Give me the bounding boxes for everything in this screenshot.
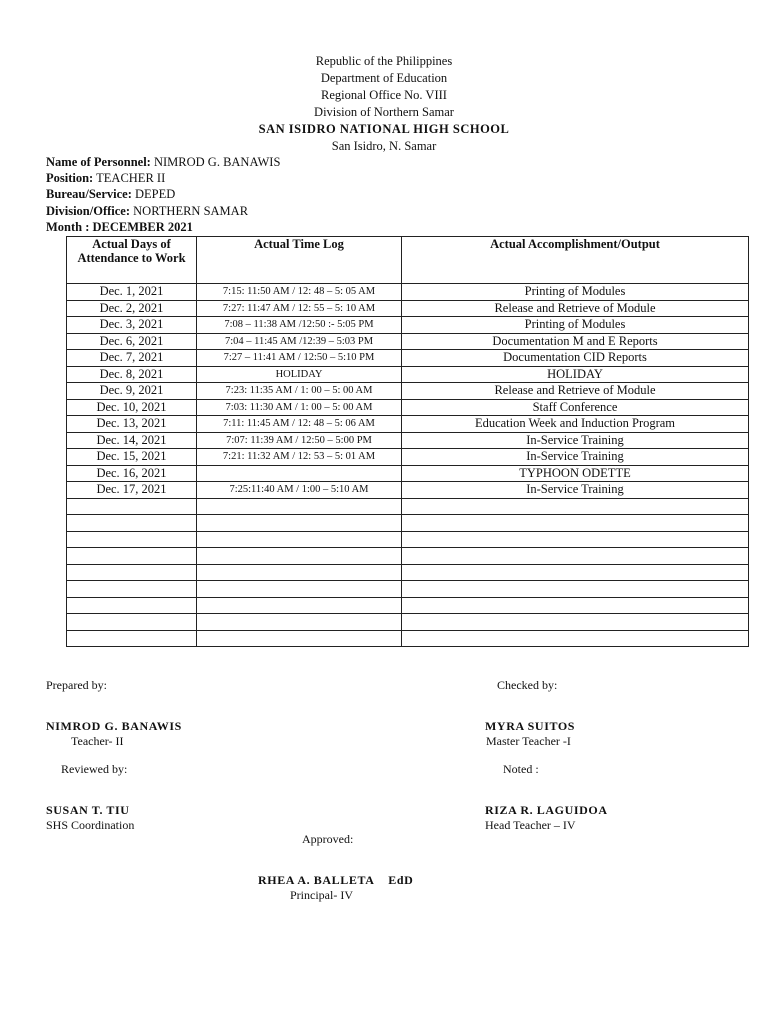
output-cell [402,498,749,515]
table-row [67,482,749,499]
approved-by-title: Principal- IV [290,888,353,902]
time-log-cell [197,465,402,482]
month-value: DECEMBER 2021 [92,220,193,234]
position-label: Position: [46,171,94,185]
output-cell [402,548,749,565]
table-header-row [67,237,749,284]
table-row [67,630,749,647]
reviewed-by-title: SHS Coordination [46,818,135,832]
table-row [67,399,749,416]
time-log-cell: 7:08 – 11:38 AM /12:50 :- 5:05 PM [197,317,402,334]
checked-by-label: Checked by: [497,678,558,692]
time-log-cell [197,597,402,614]
position-line [46,170,165,187]
output-cell: Release and Retrieve of Module [402,300,749,317]
table-row [67,449,749,466]
output-cell: Release and Retrieve of Module [402,383,749,400]
time-log-cell: 7:27: 11:47 AM / 12: 55 – 5: 10 AM [197,300,402,317]
output-cell: HOLIDAY [402,366,749,383]
time-log-cell: 7:15: 11:50 AM / 12: 48 – 5: 05 AM [197,284,402,301]
time-log-cell: 7:25:11:40 AM / 1:00 – 5:10 AM [197,482,402,499]
output-cell: Documentation CID Reports [402,350,749,367]
date-cell: Dec. 6, 2021 [67,333,197,350]
output-cell [402,564,749,581]
time-log-cell: 7:04 – 11:45 AM /12:39 – 5:03 PM [197,333,402,350]
date-cell: Dec. 10, 2021 [67,399,197,416]
time-log-cell [197,614,402,631]
table-body [67,284,749,647]
output-cell [402,515,749,532]
table-row [67,284,749,301]
date-cell [67,597,197,614]
time-log-cell [197,515,402,532]
date-cell: Dec. 2, 2021 [67,300,197,317]
time-log-cell [197,498,402,515]
output-cell [402,630,749,647]
table-row [67,498,749,515]
date-cell: Dec. 14, 2021 [67,432,197,449]
table-row [67,564,749,581]
time-log-cell [197,564,402,581]
time-log-cell [197,581,402,598]
date-cell: Dec. 13, 2021 [67,416,197,433]
reviewed-by-name: SUSAN T. TIU [46,803,130,817]
attendance-table [66,236,749,647]
date-cell [67,498,197,515]
table-row [67,465,749,482]
date-cell: Dec. 9, 2021 [67,383,197,400]
date-cell [67,515,197,532]
table-row [67,581,749,598]
time-log-cell: 7:03: 11:30 AM / 1: 00 – 5: 00 AM [197,399,402,416]
personnel-name-value: NIMROD G. BANAWIS [153,155,281,169]
output-cell [402,581,749,598]
time-log-cell: 7:21: 11:32 AM / 12: 53 – 5: 01 AM [197,449,402,466]
school-address: San Isidro, N. Samar [331,139,437,153]
division-label: Division/Office: [46,204,131,218]
month-line [46,219,193,236]
date-cell: Dec. 17, 2021 [67,482,197,499]
output-cell: In-Service Training [402,432,749,449]
time-log-cell: 7:07: 11:39 AM / 12:50 – 5:00 PM [197,432,402,449]
header-department: Department of Education [320,71,448,85]
output-cell [402,614,749,631]
division-value: NORTHERN SAMAR [133,204,249,218]
header-division: Division of Northern Samar [314,105,454,119]
output-cell: Printing of Modules [402,317,749,334]
output-cell [402,531,749,548]
output-cell: Documentation M and E Reports [402,333,749,350]
table-row [67,597,749,614]
date-cell [67,581,197,598]
date-cell [67,564,197,581]
date-cell: Dec. 16, 2021 [67,465,197,482]
reviewed-by-label: Reviewed by: [61,762,128,776]
output-cell: Staff Conference [402,399,749,416]
table-row [67,416,749,433]
table-row [67,531,749,548]
time-log-cell [197,630,402,647]
table-row [67,614,749,631]
table-row [67,333,749,350]
column-header-output: Actual Accomplishment/Output [402,237,749,284]
table-row [67,350,749,367]
bureau-line [46,186,175,203]
output-cell: TYPHOON ODETTE [402,465,749,482]
table-row [67,366,749,383]
approved-by-label: Approved: [302,832,354,846]
checked-by-name: MYRA SUITOS [485,719,576,733]
column-header-days: Actual Days of Attendance to Work [67,237,197,284]
date-cell [67,531,197,548]
checked-by-title: Master Teacher -I [486,734,571,748]
time-log-cell [197,548,402,565]
division-line [46,203,248,220]
school-name: SAN ISIDRO NATIONAL HIGH SCHOOL [258,122,510,136]
date-cell [67,630,197,647]
position-value: TEACHER II [96,171,166,185]
bureau-value: DEPED [135,187,176,201]
bureau-label: Bureau/Service: [46,187,132,201]
date-cell [67,548,197,565]
table-row [67,300,749,317]
time-log-cell: 7:11: 11:45 AM / 12: 48 – 5: 06 AM [197,416,402,433]
header-republic: Republic of the Philippines [315,54,453,68]
time-log-cell [197,531,402,548]
table-row [67,548,749,565]
prepared-by-title: Teacher- II [71,734,124,748]
approved-by-name: RHEA A. BALLETA EdD [258,873,414,887]
month-label: Month : [46,220,90,234]
output-cell: In-Service Training [402,449,749,466]
noted-by-label: Noted : [503,762,539,776]
column-header-time-log: Actual Time Log [197,237,402,284]
date-cell: Dec. 15, 2021 [67,449,197,466]
output-cell [402,597,749,614]
noted-by-name: RIZA R. LAGUIDOA [485,803,608,817]
personnel-name-line [46,154,280,171]
personnel-name-label: Name of Personnel: [46,155,151,169]
time-log-cell: 7:27 – 11:41 AM / 12:50 – 5:10 PM [197,350,402,367]
date-cell [67,614,197,631]
date-cell: Dec. 8, 2021 [67,366,197,383]
table-row [67,515,749,532]
output-cell: In-Service Training [402,482,749,499]
date-cell: Dec. 3, 2021 [67,317,197,334]
time-log-cell: HOLIDAY [197,366,402,383]
table-row [67,383,749,400]
output-cell: Education Week and Induction Program [402,416,749,433]
prepared-by-label: Prepared by: [46,678,107,692]
table-row [67,317,749,334]
table-row [67,432,749,449]
header-region: Regional Office No. VIII [321,88,447,102]
noted-by-title: Head Teacher – IV [485,818,576,832]
time-log-cell: 7:23: 11:35 AM / 1: 00 – 5: 00 AM [197,383,402,400]
prepared-by-name: NIMROD G. BANAWIS [46,719,182,733]
output-cell: Printing of Modules [402,284,749,301]
date-cell: Dec. 7, 2021 [67,350,197,367]
date-cell: Dec. 1, 2021 [67,284,197,301]
